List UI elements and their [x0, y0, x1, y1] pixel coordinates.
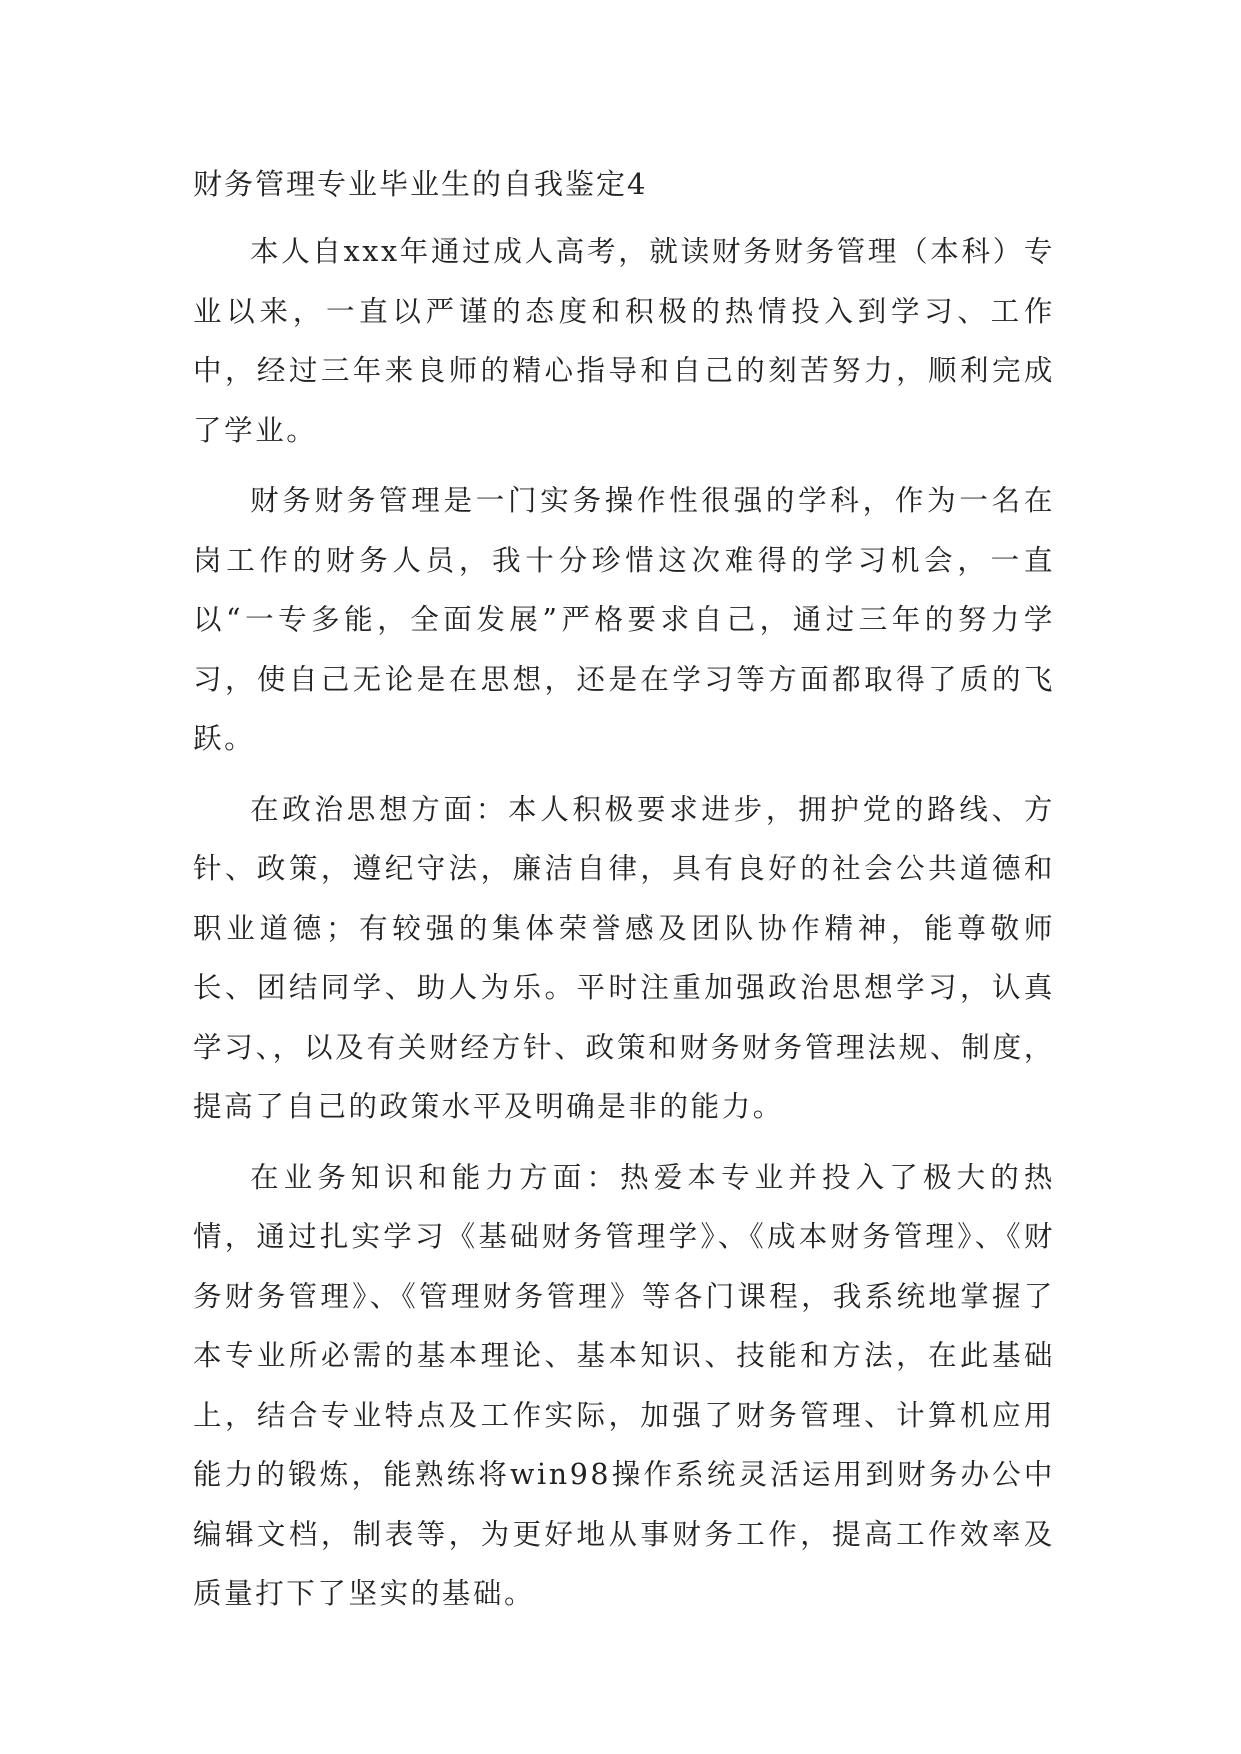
document-body	[193, 222, 1055, 1635]
paragraph-intro: 本人自xxx年通过成人高考，就读财务财务管理（本科）专业以来，一直以严谨的态度和积极的热情投入到学习、工作中，经过三年来良师的精心指导和自己的刻苦努力，顺利完成了学业。	[193, 235, 1055, 447]
paragraph-study: 财务财务管理是一门实务操作性很强的学科，作为一名在岗工作的财务人员，我十分珍惜这次难得的学习机会，一直以“一专多能，全面发展”严格要求自己，通过三年的努力学习，使自己无论是在思想，还是在学习等方面都取得了质的飞跃。	[193, 484, 1055, 755]
paragraph-professional: 在业务知识和能力方面：热爱本专业并投入了极大的热情，通过扎实学习《基础财务管理学》、《成本财务管理》、《财务财务管理》、《管理财务管理》等各门课程，我系统地掌握了本专业所必需的基本理论、基本知识、技能和方法，在此基础上，结合专业特点及工作实际，加强了财务管理、计算机应用能力的锻炼，能熟练将win98操作系统灵活运用到财务办公中编辑文档，制表等，为更好地从事财务工作，提高工作效率及质量打下了坚实的基础。	[193, 1160, 1055, 1610]
paragraph-political: 在政治思想方面：本人积极要求进步，拥护党的路线、方针、政策，遵纪守法，廉洁自律，具有良好的社会公共道德和职业道德；有较强的集体荣誉感及团队协作精神，能尊敬师长、团结同学、助人为乐。平时注重加强政治思想学习，认真学习、，以及有关财经方针、政策和财务财务管理法规、制度，提高了自己的政策水平及明确是非的能力。	[193, 792, 1055, 1123]
document-title: 财务管理专业毕业生的自我鉴定4	[193, 167, 648, 201]
